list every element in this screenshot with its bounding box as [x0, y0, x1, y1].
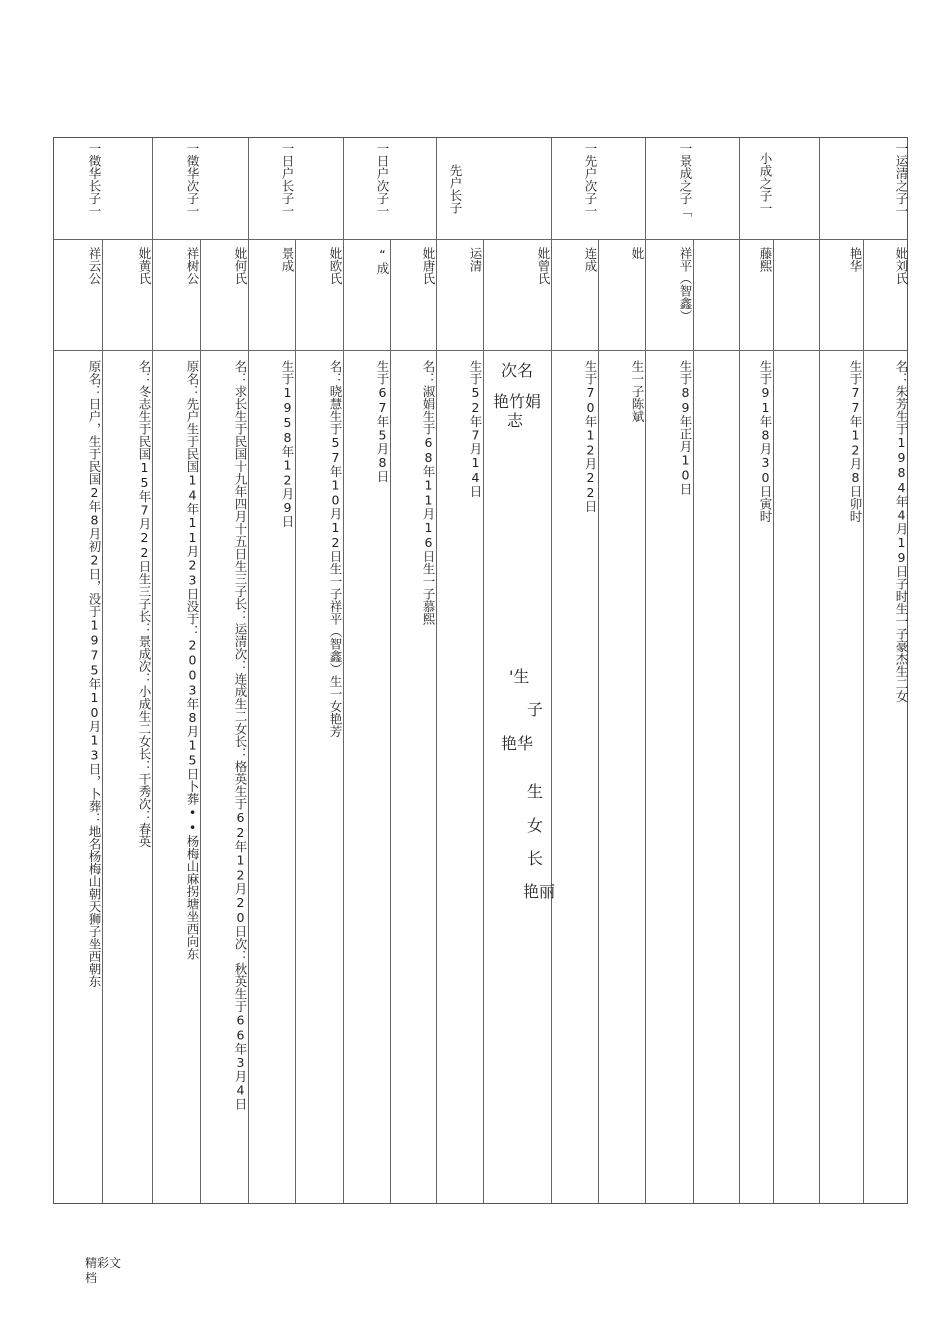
spouse-note-fragment: 次名	[501, 361, 534, 380]
member-name: 妣唐氏	[421, 247, 436, 285]
member-detail: 名：求长生于民国十九年四月十五日生三子长：运清次：连成生二女长：格英生于62年12月20日次：秋英生于66年3月4日	[233, 360, 248, 1110]
member-detail: 生于91年8月30日寅时	[758, 360, 773, 523]
member-name: 妣何氏	[233, 247, 248, 285]
column-divider	[819, 138, 820, 1203]
member-detail: 名：朱芳生于1984年4月19日子时生一子豪杰生二女	[894, 360, 909, 703]
column-divider	[551, 138, 552, 1203]
spouse-note-fragment: 志	[507, 411, 524, 430]
member-detail: 生于67年5月8日	[375, 360, 390, 483]
spouse-note-fragment: 长	[527, 849, 544, 868]
column-divider	[773, 239, 774, 1203]
relation-label: 一日户长子一	[280, 142, 295, 217]
spouse-note-fragment: 艳丽	[523, 882, 556, 901]
member-name: 连成	[583, 247, 598, 272]
relation-label: 一日户次子一	[375, 142, 390, 217]
member-detail: 原名：日户，生于民国2年8月初2日，没于1975年10月13日，卜葬：地名杨梅山朝天狮子坐西朝东	[87, 360, 102, 988]
relation-label: 一徵华长子一	[87, 142, 102, 217]
spouse-note-fragment: 艳竹娟	[493, 392, 542, 411]
member-detail: 名：晓慧生于57年10月12日生一子祥平（智鑫）生一女艳芳	[328, 360, 343, 738]
member-detail: 生于70年12月22日	[583, 360, 598, 513]
member-name: 妣欧氏	[328, 247, 343, 285]
spouse-note-fragment: 子	[527, 700, 544, 719]
member-name: 祥平（智鑫）	[678, 247, 693, 322]
member-detail: 生于77年12月8日卯时	[848, 360, 863, 523]
member-name: 藤熙	[758, 247, 773, 272]
spouse-note-fragment: 艳华	[501, 734, 534, 753]
member-name: 祥树公	[185, 247, 200, 285]
column-divider	[343, 138, 344, 1203]
member-name: 艳华	[848, 247, 863, 272]
relation-label: 先户长子	[448, 164, 463, 214]
member-detail: 名：冬志生于民国15年7月22日生三子长：景成次：小成生二女长：干秀次：春英	[137, 360, 152, 848]
member-detail: 生于52年7月14日	[468, 360, 483, 498]
member-name: “成	[375, 247, 390, 275]
member-name: 妣曾氏	[536, 247, 551, 285]
relation-label: 小成之子一	[758, 152, 773, 215]
relation-label: 一先户次子一	[583, 142, 598, 217]
row-divider	[54, 350, 907, 351]
footer-text: 精彩文档	[85, 1256, 122, 1285]
relation-label: 一徵华次子一	[185, 142, 200, 217]
member-detail: 生于1958年12月9日	[280, 360, 295, 528]
column-divider	[436, 138, 437, 1203]
member-name: 妣刘氏	[894, 247, 909, 285]
member-name: 妣黄氏	[137, 247, 152, 285]
genealogy-table	[53, 137, 908, 1204]
relation-label: 一运清之子一	[894, 142, 909, 217]
spouse-note-fragment: '生	[509, 667, 530, 686]
column-divider	[693, 239, 694, 1203]
member-name: 祥云公	[87, 247, 102, 285]
member-detail: 原名：先户生于民国14年11月23日没于：2003年8月15日卜葬••杨梅山麻拐塘坐西向东	[185, 360, 200, 960]
spouse-note-fragment: 生	[527, 782, 544, 801]
relation-label: 一景成之子「	[678, 142, 693, 217]
column-divider	[248, 138, 249, 1203]
column-divider	[739, 138, 740, 1203]
member-detail: 生一子陈斌	[630, 360, 645, 423]
member-name: 妣	[630, 247, 645, 260]
member-name: 运清	[468, 247, 483, 272]
member-name: 景成	[280, 247, 295, 272]
row-divider	[54, 239, 907, 240]
column-divider	[483, 239, 484, 1203]
spouse-note-fragment: 女	[527, 816, 544, 835]
member-detail: 生于89年正月10日	[678, 360, 693, 495]
member-detail: 名：淑娟生于68年11月16日生一子慕熙	[421, 360, 436, 625]
